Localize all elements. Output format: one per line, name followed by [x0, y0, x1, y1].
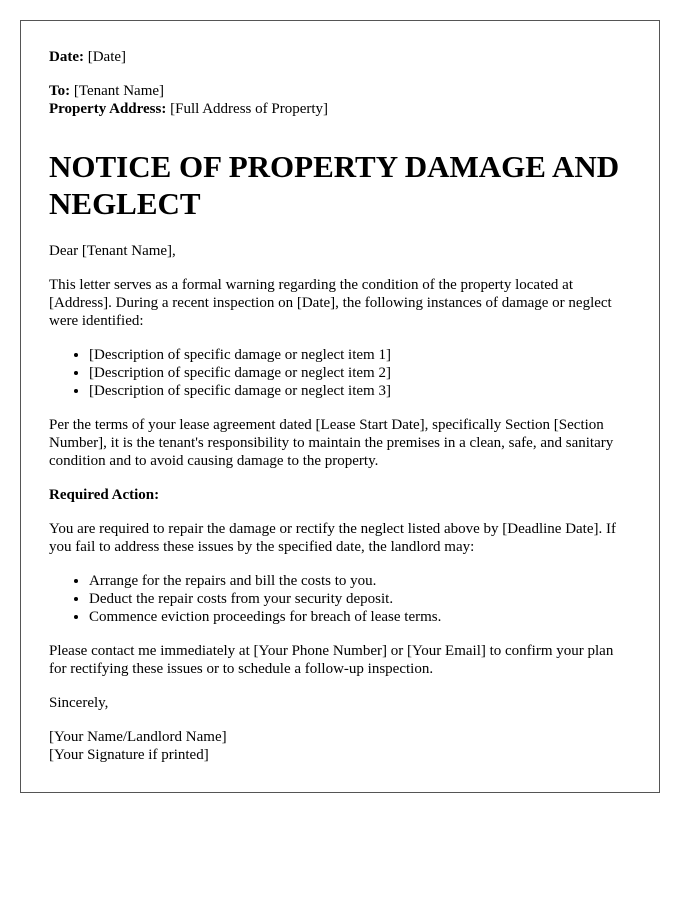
- signature-name: [Your Name/Landlord Name]: [49, 729, 227, 745]
- required-action-heading: Required Action:: [49, 487, 160, 503]
- consequence-item: • Commence eviction proceedings for breach of lease terms.: [89, 608, 631, 626]
- date-value: [Date]: [87, 49, 127, 65]
- intro-paragraph: This letter serves as a formal warning regarding the condition of the property located at [Address]. During a recent inspection on [Date], the following instances of damage or neglect were identified:: [49, 277, 612, 329]
- date-line: [49, 48, 631, 66]
- salutation: Dear [Tenant Name],: [49, 243, 176, 259]
- damage-list: [49, 346, 631, 400]
- property-address-line: [49, 100, 631, 118]
- consequence-list: [49, 572, 631, 626]
- notice-title: NOTICE OF PROPERTY DAMAGE AND NEGLECT: [49, 149, 620, 221]
- property-address-label: Property Address:: [49, 101, 167, 117]
- lease-paragraph: Per the terms of your lease agreement dated [Lease Start Date], specifically Section [Section Number], it is the tenant's responsibility to maintain the premises in a clean, safe, and sanitary condition and to avoid causing damage to the property.: [49, 417, 614, 469]
- to-label: To:: [49, 83, 71, 99]
- contact-paragraph: Please contact me immediately at [Your Phone Number] or [Your Email] to confirm your plan for rectifying these issues or to schedule a follow-up inspection.: [49, 643, 614, 677]
- to-value: [Tenant Name]: [73, 83, 165, 99]
- signature-line: [Your Signature if printed]: [49, 747, 209, 763]
- consequence-item: • Arrange for the repairs and bill the costs to you.: [89, 572, 631, 590]
- consequence-item: • Deduct the repair costs from your security deposit.: [89, 590, 631, 608]
- damage-item: • [Description of specific damage or neglect item 3]: [89, 382, 631, 400]
- damage-item: • [Description of specific damage or neglect item 2]: [89, 364, 631, 382]
- required-action-text: You are required to repair the damage or rectify the neglect listed above by [Deadline Date]. If you fail to address these issues by the specified date, the landlord may:: [49, 521, 616, 555]
- damage-item: • [Description of specific damage or neglect item 1]: [89, 346, 631, 364]
- to-line: [49, 82, 631, 100]
- closing: Sincerely,: [49, 695, 109, 711]
- property-address-value: [Full Address of Property]: [170, 101, 329, 117]
- letter-document: [20, 20, 660, 793]
- date-label: Date:: [49, 49, 84, 65]
